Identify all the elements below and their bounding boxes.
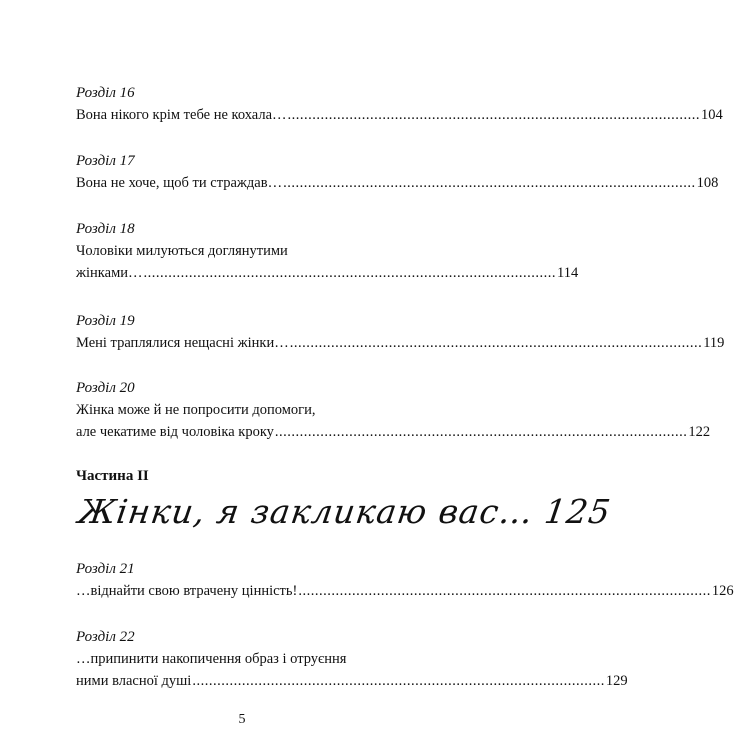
- page-ref: 129: [605, 673, 628, 689]
- dot-leader: ....................................................................................................: [274, 424, 688, 440]
- toc-line: [76, 174, 719, 196]
- page-ref: 126: [711, 583, 734, 599]
- dot-leader: ....................................................................................................: [287, 107, 701, 123]
- toc-line: [76, 423, 711, 445]
- toc-line: [76, 106, 723, 128]
- page-number: 5: [238, 712, 246, 727]
- chapter-title: Вона не хоче, щоб ти страждав…: [76, 175, 283, 191]
- toc-entry: [76, 560, 734, 604]
- chapter-title: Вона нікого крім тебе не кохала…: [76, 107, 287, 123]
- chapter-heading: Розділ 19: [76, 313, 135, 329]
- toc-entry: [76, 84, 723, 128]
- chapter-heading: Розділ 21: [76, 561, 135, 577]
- dot-leader: ....................................................................................................: [289, 335, 703, 351]
- chapter-heading: Розділ 20: [76, 380, 135, 396]
- page-ref: 114: [557, 265, 579, 281]
- toc-entry: [76, 220, 579, 286]
- chapter-heading: Розділ 22: [76, 629, 135, 645]
- dot-leader: ....................................................................................................: [143, 265, 557, 281]
- chapter-title: жінками…: [76, 265, 143, 281]
- chapter-title: Чоловіки милуються доглянутими: [76, 243, 288, 259]
- chapter-heading: Розділ 17: [76, 153, 135, 169]
- chapter-heading: Розділ 16: [76, 85, 135, 101]
- page-ref: 104: [701, 107, 723, 123]
- dot-leader: ....................................................................................................: [192, 673, 605, 689]
- page-ref: 119: [703, 335, 725, 351]
- chapter-title: …віднайти свою втрачену цінність!: [76, 583, 298, 599]
- page-ref: 122: [688, 424, 711, 440]
- toc-line: [76, 264, 579, 286]
- chapter-title: але чекатиме від чоловіка кроку: [76, 424, 274, 440]
- dot-leader: ....................................................................................................: [298, 583, 711, 599]
- chapter-title: Мені траплялися нещасні жінки…: [76, 335, 289, 351]
- toc-entry: [76, 152, 719, 196]
- chapter-title: …припинити накопичення образ і отруєння: [76, 651, 347, 667]
- chapter-heading: Розділ 18: [76, 221, 135, 237]
- toc-line: [76, 672, 628, 694]
- dot-leader: ....................................................................................................: [283, 175, 696, 191]
- page-ref: 108: [696, 175, 719, 191]
- toc-line: [76, 334, 725, 356]
- chapter-title: Жінка може й не попросити допомоги,: [76, 402, 316, 418]
- chapter-title: ними власної душі: [76, 673, 192, 689]
- toc-entry: [76, 628, 628, 694]
- toc-entry: [76, 312, 725, 356]
- toc-entry: [76, 379, 711, 445]
- toc-line: [76, 582, 734, 604]
- part-title: Жінки, я закликаю вас… 125: [76, 492, 614, 531]
- part-label: Частина II: [76, 468, 149, 484]
